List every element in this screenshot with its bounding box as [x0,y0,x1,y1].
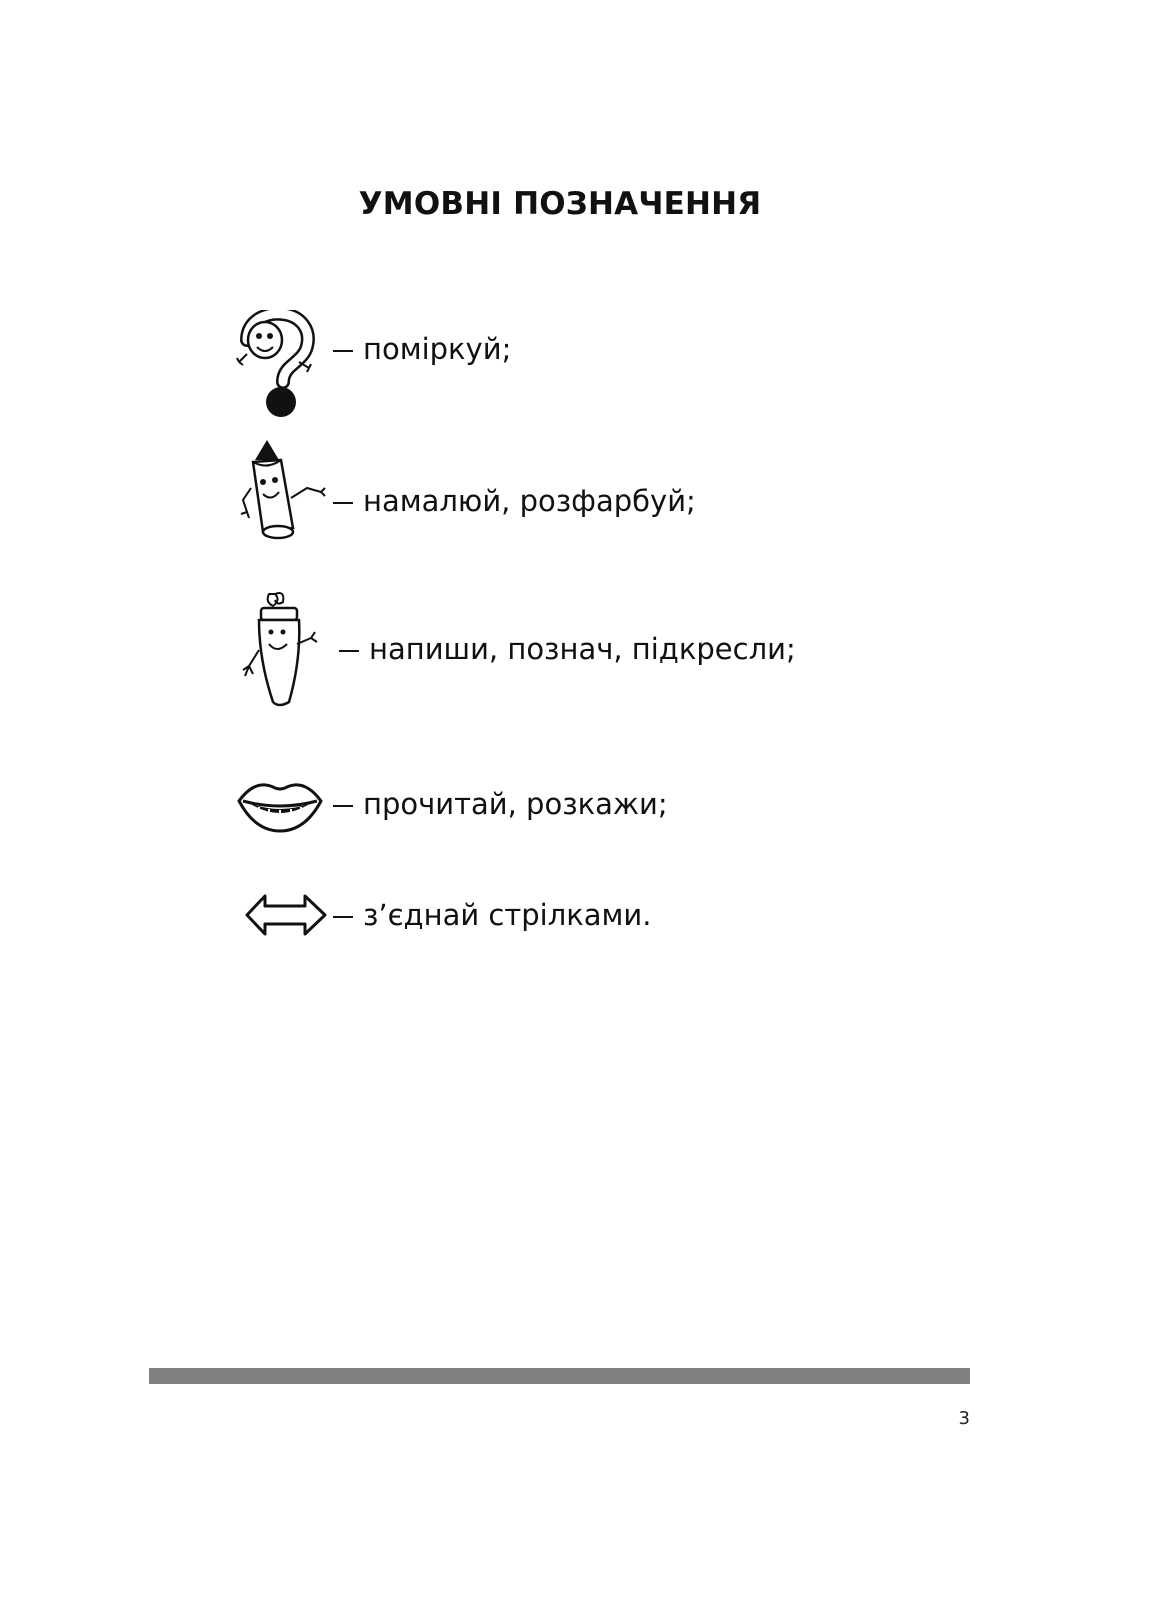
legend-dash [333,916,353,918]
double-arrow-icon [243,890,333,940]
footer-divider [149,1368,970,1384]
legend-label: з’єднай стрілками. [363,898,652,932]
legend-dash [333,350,353,352]
lips-icon [235,775,325,835]
legend-item-draw [235,440,935,550]
legend-label: напиши, познач, підкресли; [369,632,796,666]
legend-item-read [235,775,935,845]
question-mark-character-icon [235,310,325,420]
legend-item-write [235,590,935,710]
page-number: 3 [958,1408,970,1429]
legend-label: намалюй, розфарбуй; [363,484,696,518]
legend-item-connect [235,890,935,950]
legend-item-think [235,310,935,420]
legend-label: поміркуй; [363,332,512,366]
pencil-character-icon [235,440,335,550]
legend-dash [339,650,359,652]
pen-character-icon [235,590,325,710]
page-title: УМОВНІ ПОЗНАЧЕННЯ [358,186,762,222]
legend-dash [333,502,353,504]
legend-dash [333,805,353,807]
legend-label: прочитай, розкажи; [363,787,668,821]
